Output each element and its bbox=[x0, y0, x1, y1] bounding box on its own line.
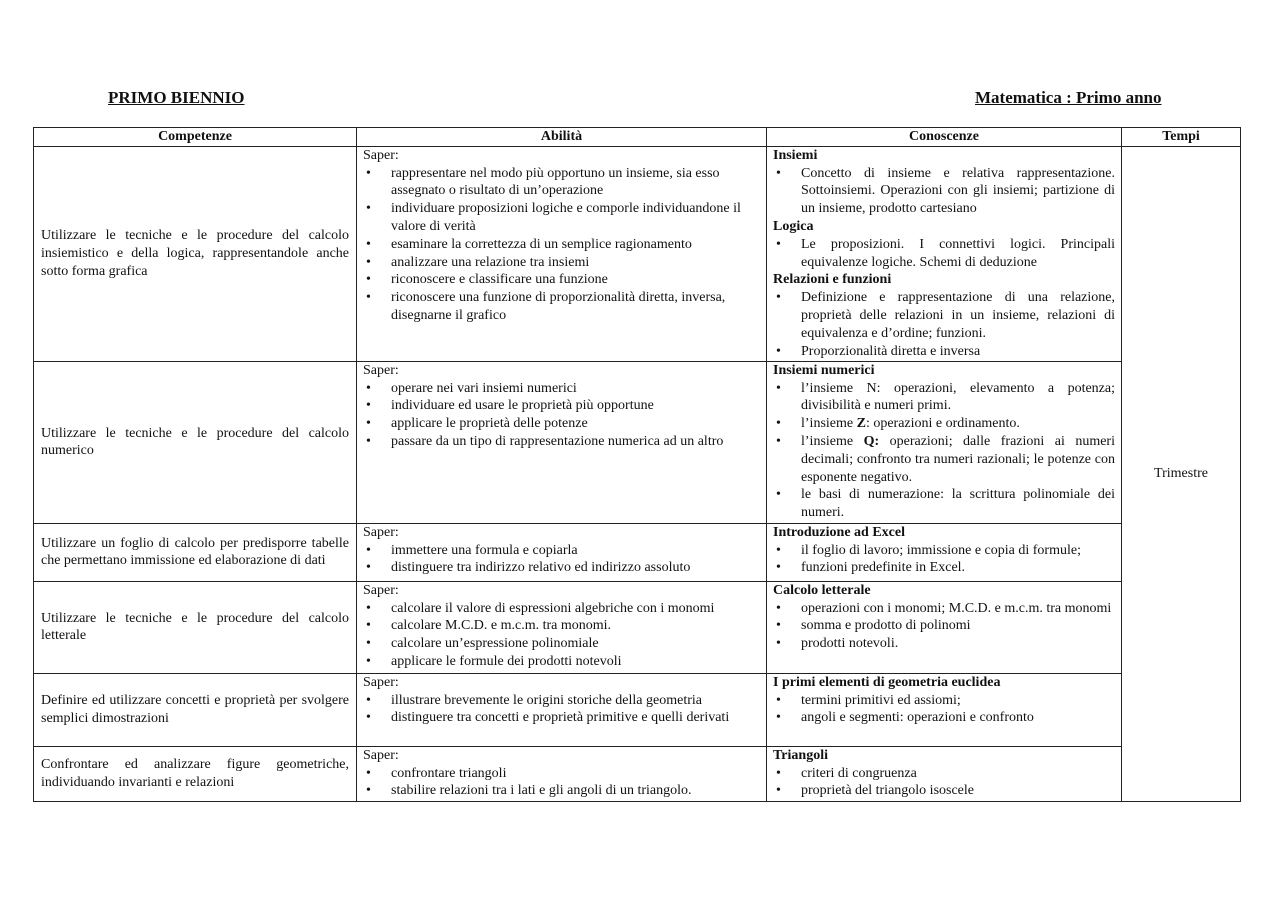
saper-label: Saper: bbox=[363, 147, 399, 163]
item-text: Le proposizioni. I connettivi logici. Principali equivalenze logiche. Schemi di deduzione bbox=[801, 236, 1115, 270]
item-text: : operazioni e ordinamento. bbox=[865, 416, 1020, 432]
conoscenze-section-title: Introduzione ad Excel bbox=[773, 524, 905, 540]
header-competenze: Competenze bbox=[34, 128, 357, 147]
abilita-item: • operare nei vari insiemi numerici bbox=[363, 380, 760, 398]
subject-title: Matematica : Primo anno bbox=[975, 88, 1162, 107]
header-conoscenze: Conoscenze bbox=[767, 128, 1122, 147]
item-text: l’insieme bbox=[801, 416, 857, 432]
conoscenze-item bbox=[773, 415, 1115, 433]
conoscenze-list bbox=[773, 380, 1115, 522]
conoscenze-item bbox=[773, 692, 1115, 710]
conoscenze-section-title: Insiemi bbox=[773, 147, 818, 163]
table-row bbox=[34, 361, 1241, 523]
abilita-item: • calcolare un’espressione polinomiale bbox=[363, 635, 760, 653]
item-text: l’insieme N: operazioni, elevamento a potenza; divisibilità e numeri primi. bbox=[801, 380, 1115, 414]
item-bold: Z bbox=[856, 416, 866, 432]
conoscenze-item bbox=[773, 617, 1115, 635]
conoscenze-item bbox=[773, 765, 1115, 783]
competenza-cell: Confrontare ed analizzare figure geometriche, individuando invarianti e relazioni bbox=[34, 746, 357, 801]
item-text: prodotti notevoli. bbox=[801, 636, 899, 652]
conoscenze-list bbox=[773, 165, 1115, 218]
abilita-list bbox=[363, 165, 760, 325]
item-text: angoli e segmenti: operazioni e confronto bbox=[801, 710, 1034, 726]
conoscenze-item bbox=[773, 600, 1115, 618]
item-text: Definizione e rappresentazione di una relazione, proprietà delle relazioni in un insieme, relazioni di equivalenza e d’ordine; funzioni. bbox=[801, 290, 1115, 341]
abilita-list bbox=[363, 380, 760, 451]
table-row bbox=[34, 146, 1241, 361]
abilita-cell bbox=[357, 581, 767, 673]
conoscenze-list bbox=[773, 542, 1115, 578]
table-row bbox=[34, 746, 1241, 801]
item-text: funzioni predefinite in Excel. bbox=[801, 560, 966, 576]
conoscenze-section-title: Triangoli bbox=[773, 747, 828, 763]
saper-label: Saper: bbox=[363, 362, 399, 378]
conoscenze-cell bbox=[767, 146, 1122, 361]
competenza-cell: Utilizzare le tecniche e le procedure del calcolo letterale bbox=[34, 581, 357, 673]
conoscenze-section-title: Relazioni e funzioni bbox=[773, 272, 892, 288]
saper-label: Saper: bbox=[363, 747, 399, 763]
section-title: PRIMO BIENNIO bbox=[108, 88, 245, 107]
abilita-item: • immettere una formula e copiarla bbox=[363, 542, 760, 560]
conoscenze-list bbox=[773, 692, 1115, 728]
abilita-cell bbox=[357, 361, 767, 523]
conoscenze-item bbox=[773, 709, 1115, 727]
abilita-item: • riconoscere una funzione di proporzionalità diretta, inversa, disegnarne il grafico bbox=[363, 289, 760, 325]
abilita-item: • confrontare triangoli bbox=[363, 765, 760, 783]
table-row bbox=[34, 673, 1241, 746]
conoscenze-cell bbox=[767, 746, 1122, 801]
conoscenze-section-title: Calcolo letterale bbox=[773, 582, 871, 598]
table-header-row bbox=[34, 128, 1241, 147]
saper-label: Saper: bbox=[363, 582, 399, 598]
item-text: Concetto di insieme e relativa rappresentazione. Sottoinsiemi. Operazioni con gli insiemi; partizione di un insieme, prodotto cartesiano bbox=[801, 165, 1115, 217]
abilita-cell bbox=[357, 523, 767, 581]
abilita-item: • individuare proposizioni logiche e comporle individuandone il valore di verità bbox=[363, 200, 760, 236]
abilita-item: • analizzare una relazione tra insiemi bbox=[363, 254, 760, 272]
abilita-item: • esaminare la correttezza di un semplice ragionamento bbox=[363, 236, 760, 254]
conoscenze-list bbox=[773, 765, 1115, 801]
item-text: l’insieme bbox=[801, 433, 864, 449]
item-bold: Q: bbox=[863, 433, 880, 449]
conoscenze-item bbox=[773, 343, 1115, 361]
header-tempi: Tempi bbox=[1122, 128, 1241, 147]
item-text: Proporzionalità diretta e inversa bbox=[801, 343, 981, 359]
abilita-item: • calcolare il valore di espressioni algebriche con i monomi bbox=[363, 600, 760, 618]
table-row bbox=[34, 523, 1241, 581]
abilita-list bbox=[363, 692, 760, 728]
conoscenze-item bbox=[773, 236, 1115, 272]
conoscenze-item bbox=[773, 635, 1115, 653]
conoscenze-cell bbox=[767, 523, 1122, 581]
conoscenze-cell bbox=[767, 581, 1122, 673]
header-abilita: Abilità bbox=[357, 128, 767, 147]
conoscenze-section-title: Insiemi numerici bbox=[773, 362, 875, 378]
abilita-list bbox=[363, 765, 760, 801]
conoscenze-list bbox=[773, 289, 1115, 360]
conoscenze-section-title: Logica bbox=[773, 218, 814, 234]
competenza-cell: Utilizzare le tecniche e le procedure del calcolo insiemistico e della logica, rappresentandole anche sotto forma grafica bbox=[34, 146, 357, 361]
conoscenze-section-title: I primi elementi di geometria euclidea bbox=[773, 674, 1001, 690]
tempi-cell: Trimestre bbox=[1122, 146, 1241, 801]
abilita-cell bbox=[357, 673, 767, 746]
abilita-item: • distinguere tra concetti e proprietà primitive e quelli derivati bbox=[363, 709, 760, 727]
abilita-cell bbox=[357, 146, 767, 361]
conoscenze-item bbox=[773, 559, 1115, 577]
abilita-item: • stabilire relazioni tra i lati e gli angoli di un triangolo. bbox=[363, 782, 760, 800]
conoscenze-item bbox=[773, 782, 1115, 800]
abilita-item: • riconoscere e classificare una funzione bbox=[363, 271, 760, 289]
abilita-item: • applicare le proprietà delle potenze bbox=[363, 415, 760, 433]
conoscenze-item bbox=[773, 380, 1115, 416]
conoscenze-list bbox=[773, 236, 1115, 272]
item-text: criteri di congruenza bbox=[801, 765, 917, 781]
competenza-cell: Definire ed utilizzare concetti e proprietà per svolgere semplici dimostrazioni bbox=[34, 673, 357, 746]
item-text: proprietà del triangolo isoscele bbox=[801, 783, 974, 799]
conoscenze-list bbox=[773, 600, 1115, 653]
conoscenze-cell bbox=[767, 361, 1122, 523]
saper-label: Saper: bbox=[363, 524, 399, 540]
abilita-list bbox=[363, 542, 760, 578]
competenza-cell: Utilizzare un foglio di calcolo per predisporre tabelle che permettano immissione ed elaborazione di dati bbox=[34, 523, 357, 581]
abilita-item: • individuare ed usare le proprietà più opportune bbox=[363, 397, 760, 415]
conoscenze-item bbox=[773, 433, 1115, 486]
competenza-cell: Utilizzare le tecniche e le procedure del calcolo numerico bbox=[34, 361, 357, 523]
abilita-item: • passare da un tipo di rappresentazione numerica ad un altro bbox=[363, 433, 760, 451]
item-text: le basi di numerazione: la scrittura polinomiale dei numeri. bbox=[801, 487, 1115, 521]
abilita-item: • illustrare brevemente le origini storiche della geometria bbox=[363, 692, 760, 710]
abilita-list bbox=[363, 600, 760, 671]
conoscenze-cell bbox=[767, 673, 1122, 746]
item-text: somma e prodotto di polinomi bbox=[801, 618, 971, 634]
abilita-item: • calcolare M.C.D. e m.c.m. tra monomi. bbox=[363, 617, 760, 635]
abilita-item: • applicare le formule dei prodotti notevoli bbox=[363, 653, 760, 671]
conoscenze-item bbox=[773, 289, 1115, 342]
conoscenze-item bbox=[773, 542, 1115, 560]
item-text: termini primitivi ed assiomi; bbox=[801, 692, 961, 708]
conoscenze-item bbox=[773, 486, 1115, 522]
abilita-cell bbox=[357, 746, 767, 801]
item-text: operazioni con i monomi; M.C.D. e m.c.m. tra monomi bbox=[801, 600, 1112, 616]
item-text: il foglio di lavoro; immissione e copia di formule; bbox=[801, 542, 1081, 558]
saper-label: Saper: bbox=[363, 674, 399, 690]
conoscenze-item bbox=[773, 165, 1115, 218]
table-row bbox=[34, 581, 1241, 673]
curriculum-table bbox=[33, 127, 1241, 802]
abilita-item: • distinguere tra indirizzo relativo ed indirizzo assoluto bbox=[363, 559, 760, 577]
item-text: operazioni; dalle frazioni ai numeri decimali; confronto tra numeri razionali; le potenze con esponente negativo. bbox=[801, 433, 1115, 485]
abilita-item: • rappresentare nel modo più opportuno un insieme, sia esso assegnato o risultato di un’operazione bbox=[363, 165, 760, 201]
